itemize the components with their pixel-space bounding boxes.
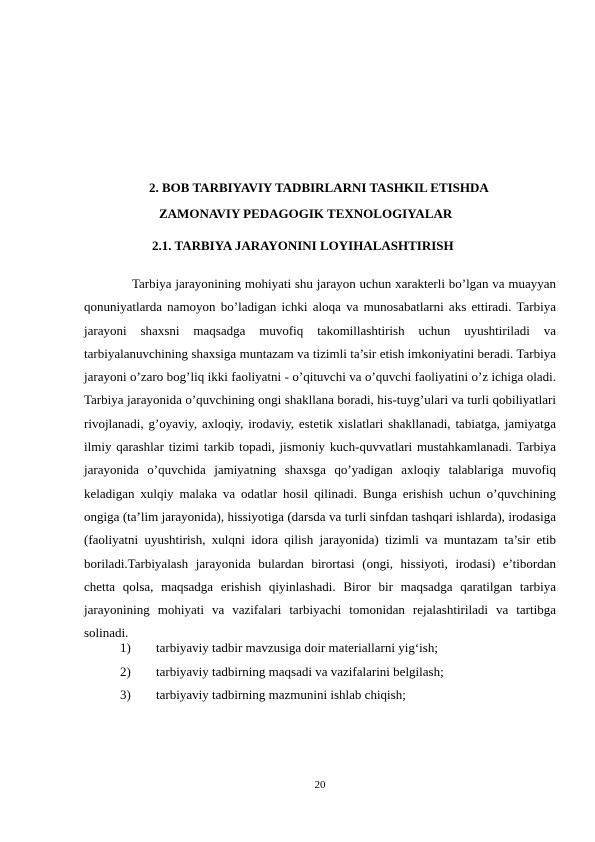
list-item-text: tarbiyaviy tadbirning maqsadi va vazifalarini belgilash; (156, 663, 444, 679)
page-number: 20 (314, 779, 326, 791)
list-item-text: tarbiyaviy tadbir mavzusiga doir materiallarni yig‘ish; (156, 640, 438, 655)
chapter-title-line-1: 2. BOB TARBIYAVIY TADBIRLARNI TASHKIL ETISHDA (149, 180, 489, 195)
list-item (120, 660, 444, 684)
numbered-list (120, 636, 444, 707)
list-item-text: tarbiyaviy tadbirning mazmunini ishlab chiqish; (156, 687, 406, 703)
list-item-number: 3) (120, 687, 131, 703)
section-title: 2.1. TARBIYA JARAYONINI LOYIHALASHTIRISH (152, 238, 454, 253)
chapter-title-line-2: ZAMONAVIY PEDAGOGIK TEXNOLOGIYALAR (159, 206, 453, 221)
list-item-number: 1) (120, 640, 131, 655)
body-paragraph: Tarbiya jarayonining mohiyati shu jarayon uchun xarakterli bo’lgan va muayyan qonuniyatlarda namoyon bo’ladigan ichki aloqa va munosabatlarni aks ettiradi. Tarbiya jarayoni shaxsni maqsadga muvofiq takomillashtirish uchun uyushtiriladi va tarbiyalanuvchining shaxsiga muntazam va tizimli ta’sir etish imkoniyatini beradi. Tarbiya jarayoni o’zaro bog’liq ikki faoliyatni - o’qituvchi va o’quvchi faoliyatini o’z ichiga oladi. Tarbiya jarayonida o’quvchining ongi shakllana boradi, his-tuyg’ulari va turli qobiliyatlari rivojlanadi, g’oyaviy, axloqiy, irodaviy, estetik xislatlari shakllanadi, tabiatga, jamiyatga ilmiy qarashlar tizimi tarkib topadi, jismoniy kuch-quvvatlari mustahkamlanadi. Tarbiya jarayonida o’quvchida jamiyatning shaxsga qo’yadigan axloqiy talablariga muvofiq keladigan xulqiy malaka va odatlar hosil qilinadi. Bunga erishish uchun o’quvchining ongiga (ta’lim jarayonida), hissiyotiga (darsda va turli sinfdan tashqari ishlarda), irodasiga (faoliyatni uyushtirish, xulqni idora qilish jarayonida) tizimli va muntazam ta’sir etib boriladi.Tarbiyalash jarayonida bulardan birortasi (ongi, hissiyoti, irodasi) e’tibordan chetta qolsa, maqsadga erishish qiyinlashadi. Biror bir maqsadga qaratilgan tarbiya jarayonining mohiyati va vazifalari tarbiyachi tomonidan rejalashtiriladi va tartibga solinadi. (84, 276, 556, 641)
list-item-number: 2) (120, 663, 131, 679)
list-item (120, 636, 444, 660)
list-item (120, 683, 444, 707)
